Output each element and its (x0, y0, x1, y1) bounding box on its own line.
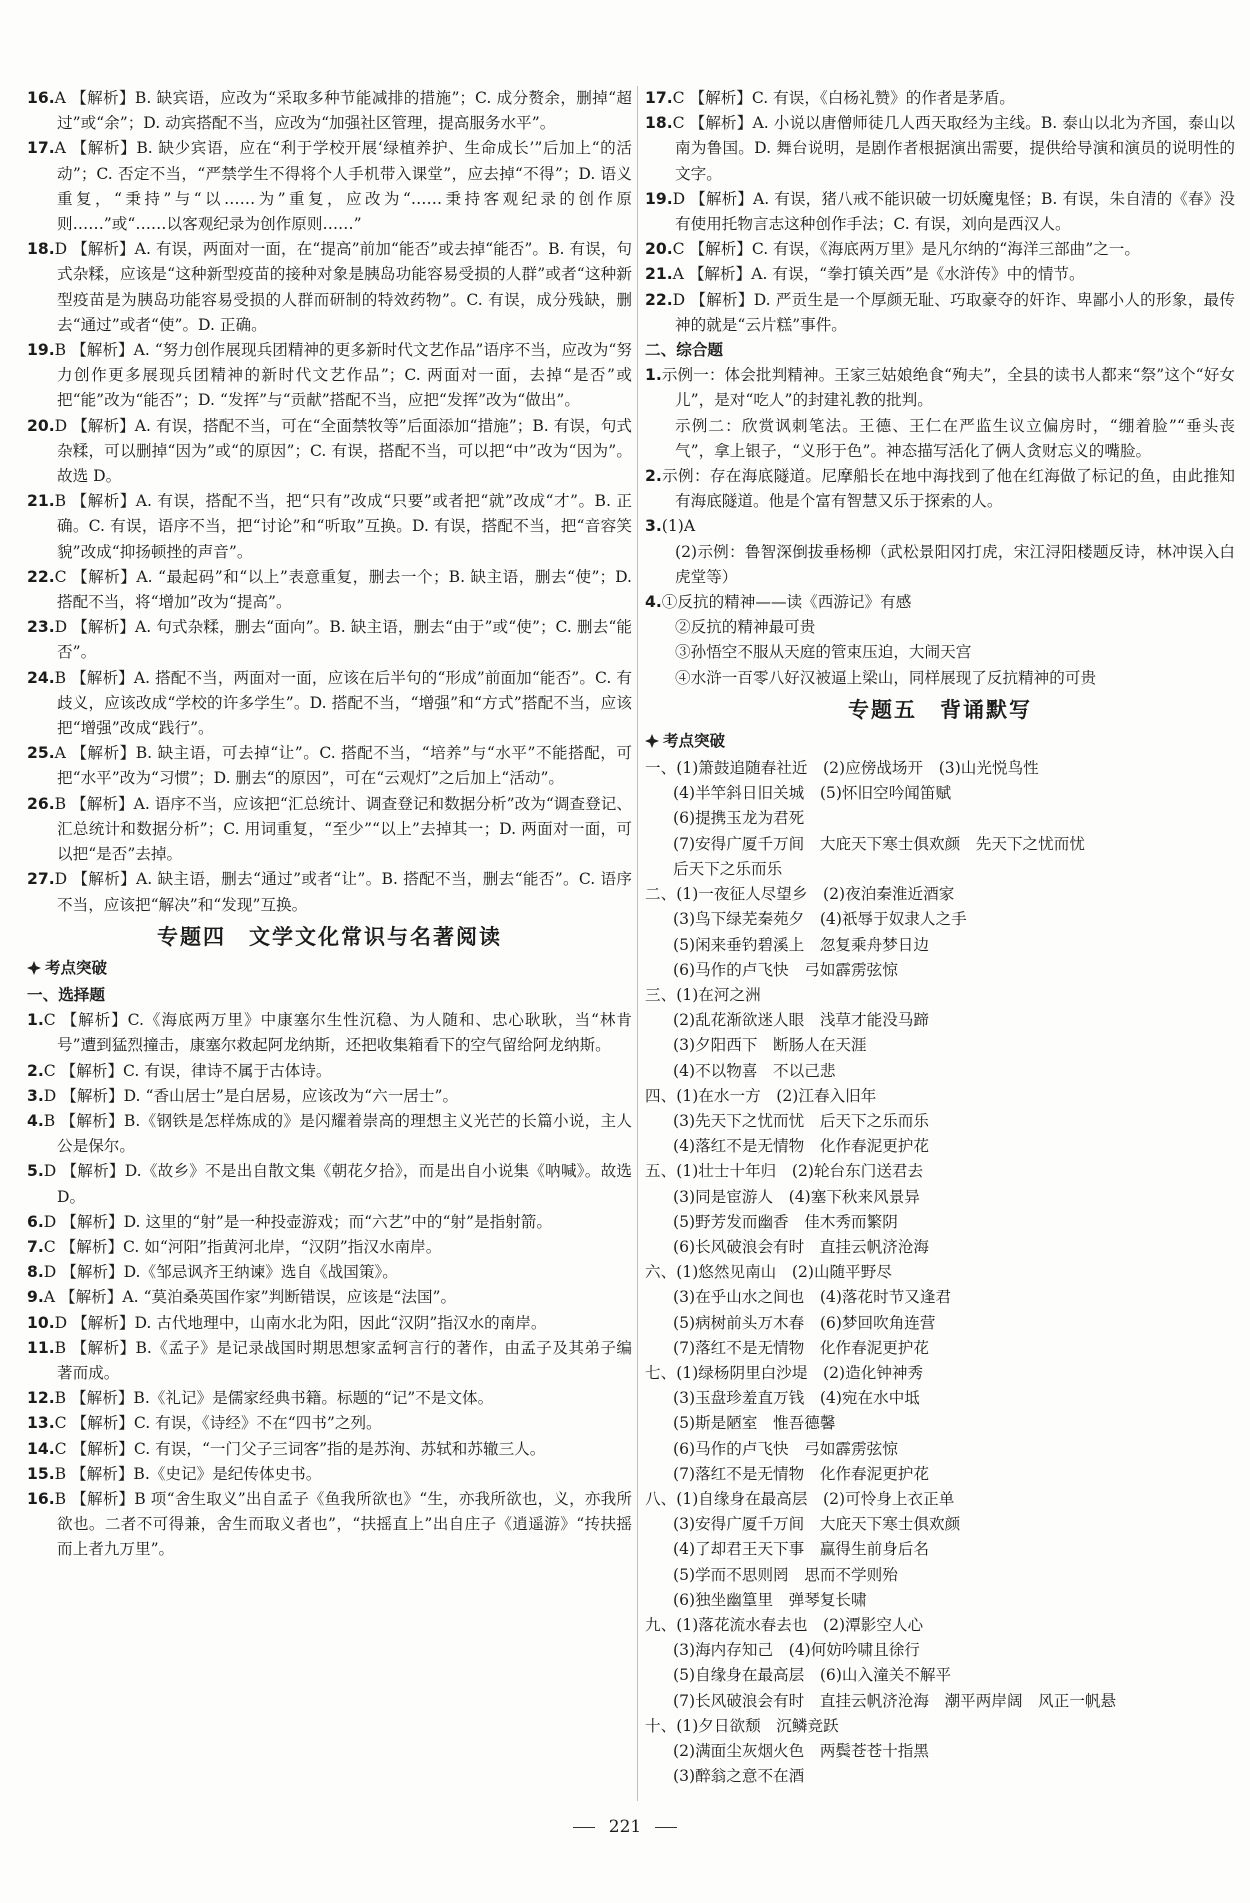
answer-text: B 【解析】B.《史记》是纪传体史书。 (54, 1464, 322, 1483)
answer-text: ②反抗的精神最可贵 (675, 618, 816, 637)
recite-text: (4)落红不是无情物 化作春泥更护花 (673, 1137, 929, 1156)
answer-text: C 【解析】C. 有误，律诗不属于古体诗。 (43, 1061, 332, 1080)
recite-group-label: 三、 (645, 985, 677, 1004)
answer-text: C 【解析】A. “最起码”和“以上”表意重复，删去一个；B. 缺主语，删去“使”；D. 搭配不当，将“增加”改为“提高”。 (54, 567, 632, 612)
answer-number: 22. (27, 567, 55, 586)
answer-number: 2. (645, 467, 662, 486)
recite-text: (5)斯是陋室 惟吾德馨 (673, 1414, 836, 1433)
answer-text: D 【解析】D. 这里的“射”是一种投壶游戏；而“六艺”中的“射”是指射箭。 (43, 1212, 552, 1231)
category-comprehensive: 二、综合题 (645, 341, 723, 360)
answer-number: 20. (645, 240, 673, 259)
recite-text: (3)醉翁之意不在酒 (673, 1767, 805, 1786)
recite-text: (1)在水一方 (2)江春入旧年 (676, 1086, 877, 1105)
answer-text: D 【解析】A. 有误，猪八戒不能识破一切妖魔鬼怪；B. 有误，朱自清的《春》没有使用托物言志这种创作手法；C. 有误，刘向是西汉人。 (672, 189, 1235, 234)
recite-line (645, 857, 1235, 882)
answer-text: D 【解析】A. 缺主语，删去“通过”或者“让”。B. 搭配不当，删去“能否”。C. 语序不当，应该把“解决”和“发现”互换。 (54, 870, 632, 914)
answer-list-literature (27, 1008, 632, 1562)
recite-text: (3)同是宦游人 (4)塞下秋来风景异 (673, 1187, 920, 1206)
recite-text: 后天下之乐而乐 (673, 859, 783, 878)
recite-text: (6)马作的卢飞快 弓如霹雳弦惊 (673, 960, 898, 979)
answer-number: 18. (645, 114, 673, 133)
recite-text: (4)了却君王天下事 赢得生前身后名 (673, 1540, 929, 1559)
recite-line (645, 1361, 1235, 1386)
recite-line (645, 1663, 1235, 1688)
recite-group (645, 1613, 1235, 1714)
answer-text: B 【解析】B.《礼记》是儒家经典书籍。标题的“记”不是文体。 (54, 1389, 494, 1408)
answer-text: D 【解析】A. 句式杂糅，删去“面向”。B. 缺主语，删去“由于”或“使”；C. 删去“能否”。 (54, 618, 632, 662)
answer-number: 19. (645, 189, 673, 208)
recite-text: (6)马作的卢飞快 弓如霹雳弦惊 (673, 1439, 898, 1458)
answer-number: 26. (27, 794, 55, 813)
answer-text: ①反抗的精神——读《西游记》有感 (661, 593, 912, 612)
recite-group-label: 一、 (645, 759, 677, 778)
recite-group (645, 1159, 1235, 1260)
recite-line (645, 1563, 1235, 1588)
recite-group (645, 1361, 1235, 1487)
answer-item (27, 1487, 632, 1563)
recite-text: (6)提携玉龙为君死 (673, 809, 805, 828)
answer-item (27, 792, 632, 868)
recite-text: (3)夕阳西下 断肠人在天涯 (673, 1036, 867, 1055)
answer-item (645, 414, 1235, 464)
answer-number: 27. (27, 870, 55, 889)
recite-line (645, 1462, 1235, 1487)
recite-group-label: 九、 (645, 1615, 677, 1634)
recite-line (645, 1588, 1235, 1613)
answer-item (27, 1386, 632, 1411)
recite-answer-list (645, 756, 1235, 1789)
answer-item (645, 590, 1235, 615)
answer-text: B 【解析】A. 有误，搭配不当，把“只有”改成“只要”或者把“就”改成“才”。B. 正确。C. 有误，语序不当，把“讨论”和“听取”互换。D. 有误，搭配不当，把“音容笑貌”改成“抑扬顿挫的声音”。 (54, 492, 632, 561)
recite-text: (7)落红不是无情物 化作春泥更护花 (673, 1338, 929, 1357)
answer-text: 示例二：欣赏讽刺笔法。王德、王仁在严监生议立偏房时，“绷着脸”“垂头丧气”，拿上银子，“义形于色”。神态描写活化了俩人贪财忘义的嘴脸。 (675, 416, 1235, 460)
answer-text: D 【解析】D. 严贡生是一个厚颜无耻、巧取豪夺的奸诈、卑鄙小人的形象，最传神的就是“云片糕”事件。 (672, 290, 1235, 334)
recite-text: (6)长风破浪会有时 直挂云帆济沧海 (673, 1237, 929, 1256)
answer-text: D 【解析】D.《故乡》不是出自散文集《朝花夕拾》，而是出自小说集《呐喊》。故选 D。 (43, 1162, 632, 1206)
answer-list-grammar (27, 86, 632, 918)
recite-line (645, 1336, 1235, 1361)
recite-text: (5)学而不思则罔 思而不学则殆 (673, 1565, 898, 1584)
recite-line (645, 1059, 1235, 1084)
recite-text: (7)长风破浪会有时 直挂云帆济沧海 潮平两岸阔 风正一帆悬 (673, 1691, 1117, 1710)
answer-text: C 【解析】C. 有误，《海底两万里》是凡尔纳的“海洋三部曲”之一。 (672, 240, 1140, 259)
answer-text: B 【解析】A. 语序不当，应该把“汇总统计、调查登记和数据分析”改为“调查登记、汇总统计和数据分析”；C. 用词重复，“至少”“以上”去掉其一；D. 两面对一面，可以把“是否”去掉。 (54, 794, 632, 864)
recite-text: (5)闲来垂钓碧溪上 忽复乘舟梦日边 (673, 935, 929, 954)
recite-line (645, 1411, 1235, 1436)
recite-text: (3)在乎山水之间也 (4)落花时节又逢君 (673, 1288, 952, 1307)
recite-line (645, 1185, 1235, 1210)
answer-text: C 【解析】C. 有误，《白杨礼赞》的作者是茅盾。 (672, 89, 1015, 107)
answer-item (27, 867, 632, 917)
recite-group (645, 1487, 1235, 1613)
answer-item (27, 414, 632, 490)
recite-line (645, 1210, 1235, 1235)
answer-item (27, 1109, 632, 1159)
answer-number: 10. (27, 1313, 55, 1332)
answer-number: 17. (645, 89, 673, 107)
recite-line (645, 1638, 1235, 1663)
answer-item (27, 1437, 632, 1462)
recite-line (645, 1285, 1235, 1310)
recite-line (645, 907, 1235, 932)
answer-text: B 【解析】B.《孟子》是记录战国时期思想家孟轲言行的著作，由孟子及其弟子编著而成。 (54, 1338, 632, 1382)
page-footer (0, 1817, 1250, 1837)
recite-group (645, 756, 1235, 882)
answer-item (27, 1084, 632, 1109)
answer-number: 3. (645, 517, 662, 536)
recite-line (645, 1084, 1235, 1109)
recite-text: (3)安得广厦千万间 大庇天下寒士俱欢颜 (673, 1515, 961, 1534)
answer-number: 25. (27, 744, 55, 763)
answer-text: A 【解析】B. 缺主语，可去掉“让”。C. 搭配不当，“培养”与“水平”不能搭配，可把“水平”改为“习惯”；D. 删去“的原因”，可在“云观灯”之后加上“活动”。 (54, 744, 632, 788)
recite-line (645, 1537, 1235, 1562)
answer-text: (1)A (661, 517, 696, 536)
answer-number: 11. (27, 1338, 55, 1357)
answer-item (27, 1008, 632, 1058)
answer-text: C 【解析】C. 如“河阳”指黄河北岸，“汉阴”指汉水南岸。 (43, 1237, 442, 1256)
answer-text: ③孙悟空不服从天庭的管束压迫，大闹天宫 (675, 643, 972, 662)
recite-text: (1)壮士十年归 (2)轮台东门送君去 (676, 1162, 924, 1181)
recite-line (645, 1386, 1235, 1411)
answer-item (27, 136, 632, 237)
answer-item (645, 262, 1235, 287)
recite-text: (2)乱花渐欲迷人眼 浅草才能没马蹄 (673, 1011, 929, 1030)
recite-text: (1)落花流水春去也 (2)潭影空人心 (676, 1615, 924, 1634)
answer-item (645, 464, 1235, 514)
answer-text: D 【解析】D. 古代地理中，山南水北为阳，因此“汉阴”指汉水的南岸。 (54, 1313, 547, 1332)
answer-text: C 【解析】C.《海底两万里》中康塞尔生性沉稳、为人随和、忠心耿耿，当“林肯号”遭到猛烈撞击，康塞尔救起阿龙纳斯，还把收集箱看下的空气留给阿龙纳斯。 (43, 1011, 632, 1055)
answer-text: D 【解析】D. “香山居士”是白居易，应该改为“六一居士”。 (43, 1086, 459, 1105)
answer-number: 14. (27, 1439, 55, 1458)
answer-number: 23. (27, 618, 55, 637)
recite-line (645, 832, 1235, 857)
recite-text: (1)夕日欲颓 沉鳞竞跃 (676, 1716, 839, 1735)
answer-text: A 【解析】A. 有误，“拳打镇关西”是《水浒传》中的情节。 (672, 265, 1085, 284)
recite-line (645, 756, 1235, 781)
answer-item (27, 237, 632, 338)
recite-text: (1)一夜征人尽望乡 (2)夜泊秦淮近酒家 (676, 885, 955, 904)
diamond-star-icon (645, 734, 659, 748)
answer-text: D 【解析】D.《邹忌讽齐王纳谏》选自《战国策》。 (43, 1263, 398, 1282)
section-title-4: 专题四 文学文化常识与名著阅读 (157, 923, 502, 949)
recite-text: (3)海内存知己 (4)何妨吟啸且徐行 (673, 1641, 920, 1660)
recite-line (645, 958, 1235, 983)
answer-list-literature-cont (645, 86, 1235, 338)
recite-text: (7)安得广厦千万间 大庇天下寒士俱欢颜 先天下之忧而忧 (673, 834, 1085, 853)
answer-item (27, 1411, 632, 1436)
recite-text: (5)自缘身在最高层 (6)山入潼关不解平 (673, 1666, 952, 1685)
answer-item (27, 1260, 632, 1285)
answer-number: 20. (27, 416, 55, 435)
answer-item (645, 237, 1235, 262)
answer-number: 18. (27, 240, 55, 259)
answer-text: ④水浒一百零八好汉被逼上梁山，同样展现了反抗精神的可贵 (675, 668, 1097, 687)
recite-group-label: 八、 (645, 1489, 677, 1508)
answer-item (645, 540, 1235, 590)
recite-group-label: 七、 (645, 1363, 677, 1382)
answer-number: 19. (27, 341, 55, 360)
answer-text: A 【解析】B. 缺宾语，应改为“采取多种节能减排的措施”；C. 成分赘余，删掉“超过”或“余”；D. 动宾搭配不当，应改为“加强社区管理，提高服务水平”。 (54, 89, 632, 133)
recite-text: (5)野芳发而幽香 佳木秀而繁阴 (673, 1212, 898, 1231)
answer-text: 示例一：体会批判精神。王家三姑娘绝食“殉夫”，全县的读书人都来“祭”这个“好女儿”，是对“吃人”的封建礼教的批判。 (661, 366, 1235, 410)
answer-number: 16. (27, 1489, 55, 1508)
recite-line (645, 1033, 1235, 1058)
answer-number: 8. (27, 1263, 44, 1282)
recite-text: (3)玉盘珍羞直万钱 (4)宛在水中坻 (673, 1389, 920, 1408)
recite-group (645, 882, 1235, 983)
recite-text: (1)绿杨阴里白沙堤 (2)造化钟神秀 (676, 1363, 924, 1382)
answer-number: 7. (27, 1237, 44, 1256)
category-choice: 一、选择题 (27, 985, 105, 1004)
recite-line (645, 1714, 1235, 1739)
answer-item (645, 514, 1235, 539)
left-column (27, 86, 632, 1563)
recite-text: (2)满面尘灰烟火色 两鬓苍苍十指黑 (673, 1742, 929, 1760)
recite-line (645, 1159, 1235, 1184)
answer-item (27, 565, 632, 615)
answer-text: A 【解析】A. “莫泊桑英国作家”判断错误，应该是“法国”。 (43, 1288, 457, 1307)
answer-item (27, 1159, 632, 1209)
recite-group-label: 四、 (645, 1086, 677, 1105)
answer-number: 21. (645, 265, 673, 284)
answer-item (645, 363, 1235, 413)
answer-text: C 【解析】A. 小说以唐僧师徒几人西天取经为主线。B. 泰山以北为齐国，泰山以南为鲁国。D. 舞台说明，是剧作者根据演出需要，提供给导演和演员的说明性的文字。 (672, 114, 1235, 183)
answer-item (27, 741, 632, 791)
subsection-label: 考点突破 (45, 958, 108, 977)
recite-line (645, 806, 1235, 831)
recite-group-label: 六、 (645, 1263, 677, 1282)
recite-line (645, 1260, 1235, 1285)
subsection-kaodian-5 (645, 729, 1235, 754)
answer-item (645, 666, 1235, 691)
recite-text: (3)鸟下绿芜秦苑夕 (4)祇辱于奴隶人之手 (673, 910, 967, 929)
right-column (645, 86, 1235, 1789)
recite-text: (1)箫鼓追随春社近 (2)应傍战场开 (3)山光悦鸟性 (676, 759, 1039, 778)
answer-text: A 【解析】B. 缺少宾语，应在“利于学校开展‘绿植养护、生命成长’”后加上“的活动”；C. 否定不当，“严禁学生不得将个人手机带入课堂”，应去掉“不得”；D. 语义重复，“秉持”与“以……为”重复，应改为“……秉持客观纪录的创作原则……”或“……以客观纪录为创作原则……” (54, 139, 632, 234)
answer-item (27, 1311, 632, 1336)
answer-number: 9. (27, 1288, 44, 1307)
answer-number: 21. (27, 492, 55, 511)
answer-text: C 【解析】C. 有误，“一门父子三词客”指的是苏洵、苏轼和苏辙三人。 (54, 1439, 546, 1458)
recite-line (645, 1739, 1235, 1764)
recite-group (645, 1084, 1235, 1160)
answer-item (27, 1336, 632, 1386)
recite-line (645, 983, 1235, 1008)
answer-number: 13. (27, 1414, 55, 1433)
answer-text: B 【解析】B.《钢铁是怎样炼成的》是闪耀着崇高的理想主义光芒的长篇小说，主人公是保尔。 (43, 1111, 632, 1156)
recite-text: (1)悠然见南山 (2)山随平野尽 (676, 1263, 892, 1282)
answer-item (27, 615, 632, 665)
answer-item (645, 288, 1235, 338)
recite-line (645, 1689, 1235, 1714)
recite-text: (7)落红不是无情物 化作春泥更护花 (673, 1464, 929, 1483)
recite-line (645, 933, 1235, 958)
answer-number: 15. (27, 1464, 55, 1483)
recite-line (645, 1487, 1235, 1512)
page-number: 221 (608, 1817, 642, 1837)
answer-item (645, 111, 1235, 187)
answer-number: 1. (645, 366, 662, 385)
subsection-kaodian-4 (27, 956, 632, 981)
answer-number: 5. (27, 1162, 44, 1181)
recite-group (645, 1260, 1235, 1361)
answer-item (27, 489, 632, 565)
diamond-star-icon (27, 961, 41, 975)
recite-group (645, 1714, 1235, 1790)
answer-number: 24. (27, 668, 55, 687)
answer-item (27, 1235, 632, 1260)
answer-item (27, 1059, 632, 1084)
column-divider (637, 86, 638, 1801)
footer-dash-right (655, 1827, 677, 1828)
recite-line (645, 882, 1235, 907)
recite-line (645, 781, 1235, 806)
answer-number: 17. (27, 139, 55, 158)
answer-text: 示例：存在海底隧道。尼摩船长在地中海找到了他在红海做了标记的鱼，由此推知有海底隧道。他是个富有智慧又乐于探索的人。 (661, 467, 1235, 511)
answer-text: D 【解析】A. 有误，搭配不当，可在“全面禁牧等”后面添加“措施”；B. 有误，句式杂糅，可以删掉“因为”或“的原因”；C. 有误，搭配不当，可以把“中”改为“因为”。故选 D。 (54, 416, 632, 486)
answer-number: 2. (27, 1061, 44, 1080)
recite-line (645, 1764, 1235, 1789)
recite-line (645, 1008, 1235, 1033)
answer-item (27, 1285, 632, 1310)
recite-group-label: 二、 (645, 885, 677, 904)
answer-number: 4. (645, 593, 662, 612)
subsection-label: 考点突破 (663, 731, 726, 750)
recite-text: (4)不以物喜 不以己悲 (673, 1061, 836, 1080)
recite-line (645, 1613, 1235, 1638)
recite-line (645, 1235, 1235, 1260)
answer-item (27, 1462, 632, 1487)
answer-item (27, 666, 632, 742)
answer-text: D 【解析】A. 有误，两面对一面，在“提高”前加“能否”或去掉“能否”。B. 有误，句式杂糅，应该是“这种新型疫苗的接种对象是胰岛功能容易受损的人群”或者“这种新型疫苗是为胰岛功能容易受损的人群而研制的特效药物”。C. 有误，成分残缺，删去“通过”或者“使”。D. 正确。 (54, 240, 632, 334)
answer-number: 22. (645, 290, 673, 309)
recite-text: (1)在河之洲 (676, 985, 761, 1004)
answer-number: 3. (27, 1086, 44, 1105)
answer-list-comprehensive (645, 363, 1235, 691)
answer-item (645, 86, 1235, 111)
answer-text: B 【解析】B 项“舍生取义”出自孟子《鱼我所欲也》“生，亦我所欲也，义，亦我所欲也。二者不可得兼，舍生而取义者也”，“扶摇直上”出自庄子《逍遥游》“抟扶摇而上者九万里”。 (54, 1489, 632, 1559)
recite-text: (4)半竿斜日旧关城 (5)怀旧空吟闻笛赋 (673, 784, 952, 803)
answer-number: 16. (27, 89, 55, 107)
recite-text: (3)先天下之忧而忧 后天下之乐而乐 (673, 1111, 929, 1130)
section-title-5: 专题五 背诵默写 (848, 696, 1032, 722)
recite-text: (1)自缘身在最高层 (2)可怜身上衣正单 (676, 1489, 955, 1508)
answer-text: B 【解析】A. “努力创作展现兵团精神的更多新时代文艺作品”语序不当，应改为“努力创作更多展现兵团精神的新时代文艺作品”；C. 两面对一面，去掉“是否”或把“能”改为“能否”；D. “发挥”与“贡献”搭配不当，应把“发挥”改为“做出”。 (54, 341, 632, 410)
recite-text: (5)病树前头万木春 (6)梦回吹角连营 (673, 1313, 936, 1332)
recite-line (645, 1311, 1235, 1336)
recite-line (645, 1109, 1235, 1134)
answer-item (27, 338, 632, 414)
answer-item (27, 1210, 632, 1235)
recite-group-label: 五、 (645, 1162, 677, 1181)
recite-line (645, 1512, 1235, 1537)
recite-group-label: 十、 (645, 1716, 677, 1735)
answer-number: 4. (27, 1111, 44, 1130)
recite-line (645, 1134, 1235, 1159)
answer-item (645, 615, 1235, 640)
answer-item (645, 187, 1235, 237)
answer-text: (2)示例：鲁智深倒拔垂杨柳（武松景阳冈打虎，宋江浔阳楼题反诗，林冲误入白虎堂等） (675, 542, 1235, 586)
answer-text: B 【解析】A. 搭配不当，两面对一面，应该在后半句的“形成”前面加“能否”。C. 有歧义，应该改成“学校的许多学生”。D. 搭配不当，“增强”和“方式”搭配不当，应该把“增强”改成“践行”。 (54, 668, 632, 738)
recite-line (645, 1437, 1235, 1462)
answer-number: 12. (27, 1389, 55, 1408)
answer-number: 1. (27, 1011, 44, 1030)
footer-dash-left (573, 1827, 595, 1828)
recite-text: (6)独坐幽篁里 弹琴复长啸 (673, 1590, 867, 1609)
answer-number: 6. (27, 1212, 44, 1231)
answer-item (27, 86, 632, 136)
answer-item (645, 640, 1235, 665)
answer-text: C 【解析】C. 有误，《诗经》不在“四书”之列。 (54, 1414, 382, 1433)
recite-group (645, 983, 1235, 1084)
